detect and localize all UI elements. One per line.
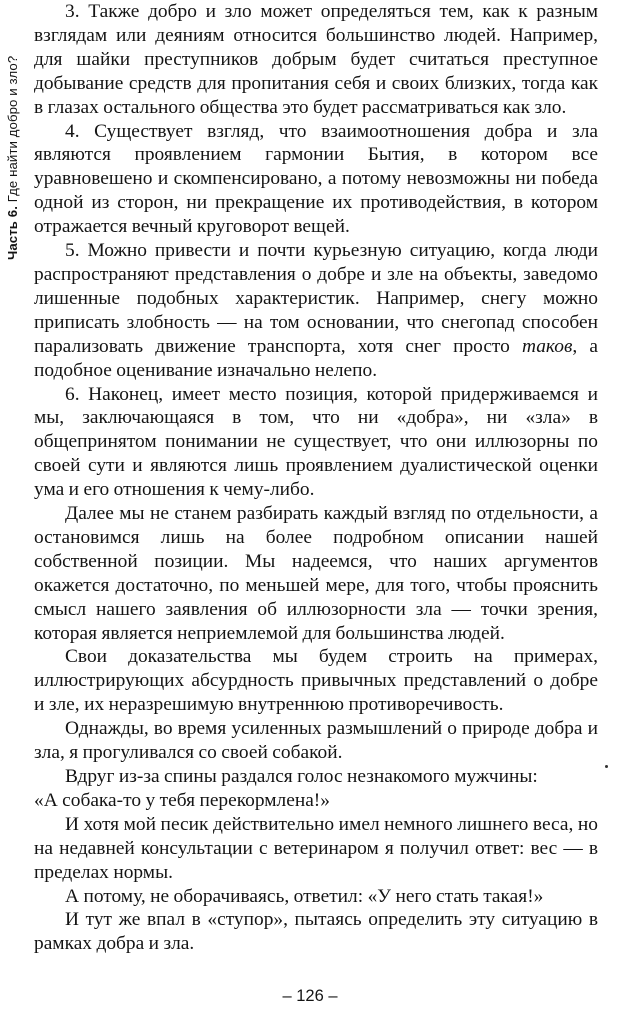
paragraph-item-5 <box>34 239 598 382</box>
paragraph: И тут же впал в «ступор», пытаясь определить эту ситуацию в рамках добра и зла. <box>34 909 598 955</box>
paragraph: А потому, не оборачиваясь, ответил: «У него стать такая!» <box>65 885 544 907</box>
paragraph: Вдруг из-за спины раздался голос незнакомого мужчины: <box>65 766 538 787</box>
part-label: Часть 6. <box>5 206 20 260</box>
paragraph-item-4: 4. Существует взгляд, что взаимоотношения добра и зла являются проявлением гармонии Бытия, в котором все уравновешено и скомпенсировано, а потому невозможны ни победа одной из сторон, ни прекращение их противодействия, в котором отражается вечный круговорот вещей. <box>34 120 598 238</box>
quote-line: «А собака-то у тебя перекормлена!» <box>34 789 330 811</box>
paragraph-item-3: 3. Также добро и зло может определяться тем, как к разным взглядам или деяниям относится большинство людей. Например, для шайки преступников добрым будет считаться преступное добывание средств для пропитания себя и своих близких, тогда как в глазах остального общества это будет рассматриваться как зло. <box>34 1 598 118</box>
paragraph: И хотя мой песик действительно имел немного лишнего веса, но на недавней консультации с ветеринаром я получил ответ: вес — в пределах нормы. <box>34 813 598 883</box>
paragraph: Однажды, во время усиленных размышлений о природе добра и зла, я прогуливался со своей собакой. <box>34 718 598 764</box>
paragraph: Далее мы не станем разбирать каждый взгляд по отдельности, а остановимся лишь на более подробном описании нашей собственной позиции. Мы надеемся, что наших аргументов окажется достаточно, по меньшей мере, для того, чтобы прояснить смысл нашего заявления об иллюзорности зла — точки зрения, которая является неприемлемой для большинства людей. <box>34 503 598 644</box>
paragraph: Свои доказательства мы будем строить на примерах, иллюстрирующих абсурдность привычных представлений о добре и зле, их неразрешимую внутреннюю противоречивость. <box>34 646 598 716</box>
emphasis-text: таков <box>522 335 573 357</box>
page-number: – 126 – <box>282 987 338 1005</box>
paragraph-text: 5. Можно привести и почти курьезную ситуацию, когда люди распространяют представления о добре и зле на объекты, заведомо лишенные подобных характеристик. Например, снегу можно приписать злобность — на том основании, что снегопад способен парализовать движение транспорта, хотя снег просто <box>34 240 598 357</box>
paragraph-text: , а подобное оценивание изначально нелепо. <box>34 335 598 381</box>
body-text <box>34 0 598 956</box>
print-mark-dot <box>605 765 608 768</box>
paragraph-item-6: 6. Наконец, имеет место позиция, которой придерживаемся и мы, заключающаяся в том, что ни «добра», ни «зла» в общепринятом понимании не существует, что они иллюзорны по своей сути и являются лишь проявлением дуалистической оценки ума и его отношения к чему-либо. <box>34 383 598 501</box>
running-header <box>2 0 24 260</box>
part-title: Где найти добро и зло? <box>5 55 20 207</box>
